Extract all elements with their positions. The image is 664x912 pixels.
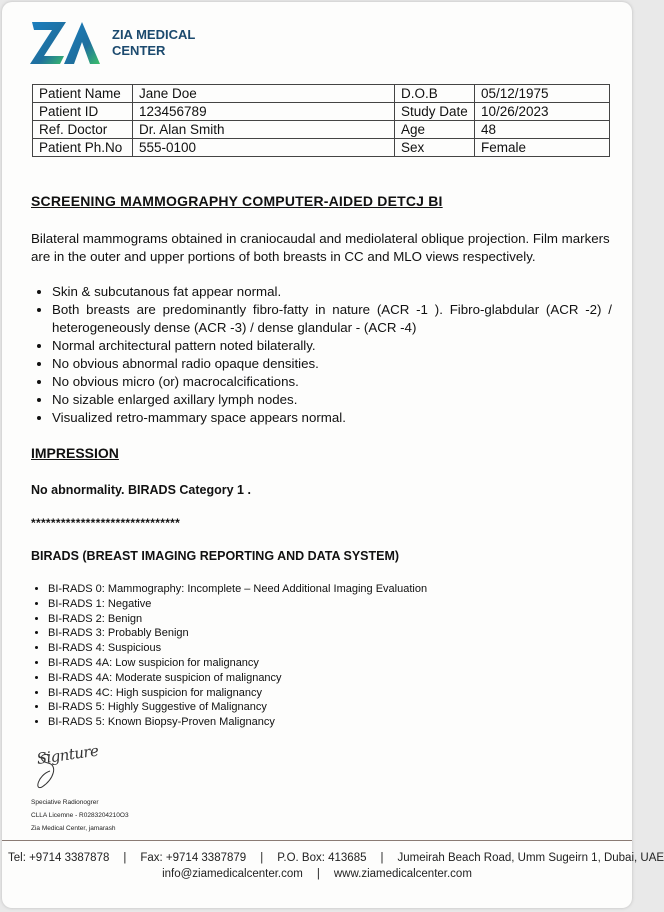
field-label: Ref. Doctor [33, 121, 133, 139]
birads-item: • BI-RADS 5: Highly Suggestive of Malignancy [48, 700, 427, 715]
impression-text: No abnormality. BIRADS Category 1 . [31, 483, 251, 497]
finding-item: • Visualized retro-mammary space appears normal. [52, 409, 612, 427]
birads-item: • BI-RADS 2: Benign [48, 612, 427, 627]
separator: | [316, 868, 320, 880]
separator: | [260, 852, 264, 864]
finding-item: • Both breasts are predominantly fibro-fatty in nature (ACR -1 ). Fibro-glabdular (ACR -2) / heterogeneously dense (ACR -3) / dense glandular - (ACR -4) [52, 301, 612, 337]
divider-stars: ****************************** [31, 516, 181, 530]
birads-item: • BI-RADS 4A: Low suspicion for malignancy [48, 656, 427, 671]
footer-website[interactable]: www.ziamedicalcenter.com [333, 868, 472, 880]
field-value: Female [475, 139, 610, 157]
birads-item: • BI-RADS 5: Known Biopsy-Proven Malignancy [48, 715, 427, 730]
field-label: Age [395, 121, 475, 139]
footer-address: Jumeirah Beach Road, Umm Sugeirn 1, Dubai, UAE [397, 852, 664, 864]
footer-contact-line [8, 852, 664, 864]
field-value: Jane Doe [133, 85, 395, 103]
field-value: 05/12/1975 [475, 85, 610, 103]
footer-pobox: P.O. Box: 413685 [277, 852, 367, 864]
brand-line-1: ZIA MEDICAL [112, 27, 196, 42]
field-label: Patient Ph.No [33, 139, 133, 157]
field-label: Patient ID [33, 103, 133, 121]
report-page [2, 2, 664, 908]
separator: | [123, 852, 127, 864]
field-value: 10/26/2023 [475, 103, 610, 121]
patient-info-table [32, 84, 610, 157]
footer-fax: Fax: +9714 3387879 [140, 852, 247, 864]
signatory-location: Zia Medical Center, jamarash [31, 825, 116, 832]
field-label: D.O.B [395, 85, 475, 103]
signatory-title: Speciative Radionogrer [31, 799, 99, 806]
field-value: Dr. Alan Smith [133, 121, 395, 139]
field-value: 123456789 [133, 103, 395, 121]
birads-item: • BI-RADS 0: Mammography: Incomplete – Need Additional Imaging Evaluation [48, 582, 427, 597]
finding-item: • No obvious abnormal radio opaque densities. [52, 355, 612, 373]
patient-row [33, 121, 610, 139]
birads-heading: BIRADS (BREAST IMAGING REPORTING AND DATA SYSTEM) [31, 549, 400, 563]
findings-list [52, 283, 612, 427]
brand-name [112, 27, 195, 59]
patient-row [33, 103, 610, 121]
birads-item: • BI-RADS 4A: Moderate suspicion of malignancy [48, 671, 427, 686]
finding-item: • Normal architectural pattern noted bilaterally. [52, 337, 612, 355]
finding-item: • No obvious micro (or) macrocalcifications. [52, 373, 612, 391]
report-paragraph: Bilateral mammograms obtained in craniocaudal and mediolateral oblique projection. Film markers are in the outer and upper portions of both breasts in CC and MLO views respectively. [31, 231, 610, 264]
signatory-license: CLLA Licemne - R0283204210O3 [31, 812, 129, 819]
footer-web-line [2, 868, 632, 880]
birads-list [48, 582, 427, 730]
birads-item: • BI-RADS 4: Suspicious [48, 641, 427, 656]
footer-tel: Tel: +9714 3387878 [8, 852, 110, 864]
patient-row [33, 139, 610, 157]
zia-logo [30, 18, 100, 66]
patient-row [33, 85, 610, 103]
field-value: 555-0100 [133, 139, 395, 157]
footer-email[interactable]: info@ziamedicalcenter.com [162, 868, 303, 880]
birads-item: • BI-RADS 4C: High suspicion for malignancy [48, 686, 427, 701]
impression-heading: IMPRESSION [31, 445, 119, 461]
finding-item: • Skin & subcutanous fat appear normal. [52, 283, 612, 301]
birads-item: • BI-RADS 3: Probably Benign [48, 626, 427, 641]
field-value: 48 [475, 121, 610, 139]
field-label: Study Date [395, 103, 475, 121]
brand-line-2: CENTER [112, 43, 166, 58]
separator: | [380, 852, 384, 864]
report-title: SCREENING MAMMOGRAPHY COMPUTER-AIDED DETCJ BI [31, 193, 443, 209]
signature-script: Signture [35, 741, 100, 768]
field-label: Sex [395, 139, 475, 157]
footer-divider [2, 840, 632, 841]
birads-item: • BI-RADS 1: Negative [48, 597, 427, 612]
finding-item: • No sizable enlarged axillary lymph nodes. [52, 391, 612, 409]
field-label: Patient Name [33, 85, 133, 103]
